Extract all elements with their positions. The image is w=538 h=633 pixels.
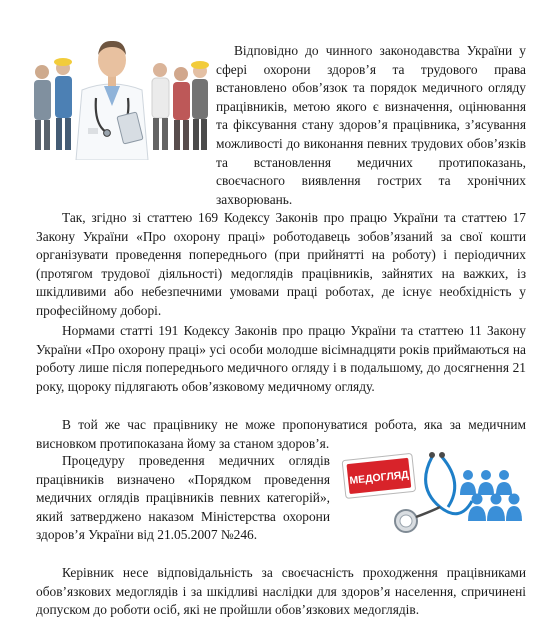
paragraph-legal-basis: Відповідно до чинного законодавства України у сфері охорони здоров’я та трудового права встановлено обов’язок та порядок медичного огляду працівників, метою якого є визначення, оцінювання та фіксування стану здоров’я працівника, з’ясування можливості до виконання певних трудових обов’язків та встановлення медичних протипоказань, своєчасного виявлення гострих та хронічних захворювань. (216, 43, 526, 207)
doctor-with-workers-image (22, 28, 210, 160)
medical-check-image (336, 437, 526, 545)
paragraph-contraindication: В той же час працівнику не може пропонуватися робота, яка за медичним висновком протипоказана йому за станом здоров’я. (36, 417, 526, 451)
medical-sign-text: МЕДОГЛЯД (348, 468, 410, 487)
paragraph-article-169: Так, згідно зі статтею 169 Кодексу Законів про працю України та статтею 17 Закону України «Про охорону праці» роботодавець зобов’язаний за свої кошти організувати проведення попереднього (при прийнятті на роботу) і періодичних (протягом трудової діяльності) медоглядів працівників, зайнятих на важких, із шкідливими або небезпечними умовами праці роботах, де існує необхідність у професійному доборі. (36, 210, 526, 318)
paragraph-procedure: Процедуру проведення медичних оглядів працівників визначено «Порядком проведення медичних оглядів працівників певних категорій», який затверджено наказом Міністерства охорони здоров’я України від 21.05.2007 №246. (36, 453, 330, 543)
paragraph-responsibility: Керівник несе відповідальність за своєчасність проходження працівниками обов’язкових медоглядів і за шкідливі наслідки для здоров’я населення, спричинені допуском до роботи осіб, які не пройшли обов’язкових медоглядів. (36, 565, 526, 618)
paragraph-article-191: Нормами статті 191 Кодексу Законів про працю України та статтею 11 Закону України «Про охорону праці» усі особи молодше вісімнадцяти років приймаються на роботу лише після попереднього медичного огляду і в подальшому, до досягнення 21 року, щороку підлягають обов’язковому медичному огляду. (36, 323, 526, 394)
